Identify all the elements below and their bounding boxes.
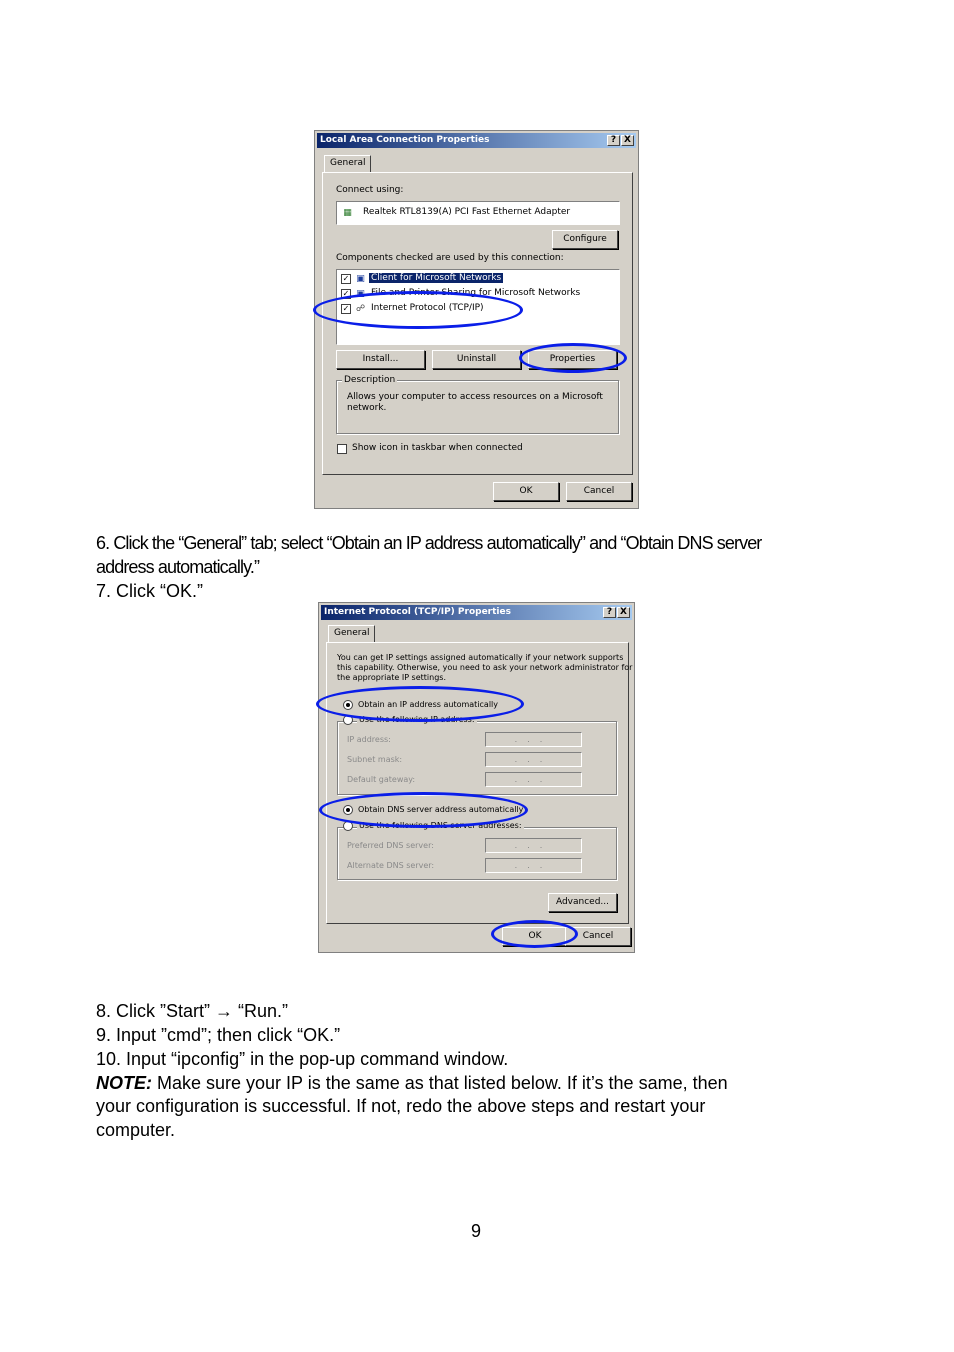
step-6-line-1: 6. Click the “General” tab; select “Obtain an IP address automatically” and “Obtain DNS server bbox=[96, 533, 762, 553]
description-label: Description bbox=[344, 375, 396, 385]
intro-text: You can get IP settings assigned automatically if your network supports bbox=[337, 653, 624, 662]
default-gateway-field[interactable]: ... bbox=[485, 772, 582, 787]
checkbox-checked-icon[interactable]: ✓ bbox=[342, 304, 350, 313]
show-icon-label: Show icon in taskbar when connected bbox=[352, 443, 523, 453]
use-following-ip-label: Use the following IP address: bbox=[359, 715, 475, 724]
uninstall-button[interactable]: Uninstall bbox=[432, 350, 521, 369]
highlight-ring-obtain-dns bbox=[319, 792, 528, 828]
obtain-ip-label: Obtain an IP address automatically bbox=[358, 700, 499, 709]
checkbox-checked-icon[interactable]: ✓ bbox=[342, 289, 350, 298]
dialog-title-bar bbox=[321, 605, 632, 620]
connect-using-label: Connect using: bbox=[336, 185, 404, 195]
component-label: Internet Protocol (TCP/IP) bbox=[371, 303, 484, 313]
file-sharing-icon: ▣ bbox=[356, 289, 365, 299]
tab-general[interactable]: General bbox=[328, 625, 375, 642]
page-number: 9 bbox=[471, 1221, 482, 1241]
help-icon[interactable]: ? bbox=[607, 135, 620, 146]
highlight-ring-obtain-ip bbox=[316, 686, 524, 722]
note-line-2: your configuration is successful. If not, redo the above steps and restart your bbox=[96, 1096, 706, 1116]
step-9: 9. Input ”cmd”; then click “OK.” bbox=[96, 1025, 341, 1045]
properties-button[interactable]: Properties bbox=[528, 350, 617, 369]
help-icon[interactable]: ? bbox=[603, 607, 616, 618]
description-text: Allows your computer to access resources on a Microsoft bbox=[347, 392, 603, 402]
intro-text: this capability. Otherwise, you need to ask your network administrator for bbox=[337, 663, 633, 672]
ok-button[interactable]: OK bbox=[502, 927, 568, 946]
list-item[interactable] bbox=[339, 272, 599, 286]
dialog-title: Internet Protocol (TCP/IP) Properties bbox=[324, 607, 511, 617]
subnet-mask-label: Subnet mask: bbox=[347, 755, 403, 764]
preferred-dns-field[interactable]: ... bbox=[485, 838, 582, 853]
ip-address-field[interactable]: ... bbox=[485, 732, 582, 747]
dialog-title: Local Area Connection Properties bbox=[320, 135, 490, 145]
advanced-button[interactable]: Advanced... bbox=[548, 893, 617, 912]
intro-text: the appropriate IP settings. bbox=[337, 673, 447, 682]
component-label: Client for Microsoft Networks bbox=[371, 273, 502, 283]
default-gateway-label: Default gateway: bbox=[347, 775, 416, 784]
configure-button[interactable]: Configure bbox=[552, 230, 618, 249]
component-label: File and Printer Sharing for Microsoft Networks bbox=[371, 288, 581, 298]
highlight-ring-ok bbox=[491, 920, 578, 948]
cancel-button[interactable]: Cancel bbox=[565, 927, 631, 946]
description-text: network. bbox=[347, 403, 387, 413]
client-icon: ▣ bbox=[356, 274, 365, 284]
highlight-ring-tcpip bbox=[313, 291, 523, 329]
step-7: 7. Click “OK.” bbox=[96, 581, 204, 601]
note-label: NOTE: bbox=[96, 1073, 152, 1093]
note-line-1 bbox=[96, 1071, 728, 1095]
install-button[interactable]: Install... bbox=[336, 350, 425, 369]
alternate-dns-field[interactable]: ... bbox=[485, 858, 582, 873]
ok-button[interactable]: OK bbox=[493, 482, 559, 501]
alternate-dns-label: Alternate DNS server: bbox=[347, 861, 435, 870]
checkbox-checked-icon[interactable]: ✓ bbox=[342, 274, 350, 283]
obtain-dns-label: Obtain DNS server address automatically bbox=[358, 805, 524, 814]
protocol-icon: ☍ bbox=[355, 304, 366, 314]
show-icon-checkbox[interactable] bbox=[337, 444, 347, 454]
note-text: Make sure your IP is the same as that listed below. If it’s the same, then bbox=[152, 1073, 728, 1093]
step-10: 10. Input “ipconfig” in the pop-up command window. bbox=[96, 1049, 509, 1069]
components-label: Components checked are used by this connection: bbox=[336, 253, 564, 263]
highlight-ring-properties bbox=[519, 343, 627, 373]
preferred-dns-label: Preferred DNS server: bbox=[347, 841, 434, 850]
step-6-line-2: address automatically.” bbox=[96, 557, 260, 577]
close-icon[interactable]: X bbox=[617, 607, 630, 618]
subnet-mask-field[interactable]: ... bbox=[485, 752, 582, 767]
network-adapter-icon: ▦ bbox=[343, 208, 352, 218]
step-8: 8. Click ”Start” → “Run.” bbox=[96, 1001, 289, 1021]
adapter-field bbox=[336, 201, 620, 225]
use-following-dns-label: Use the following DNS server addresses: bbox=[359, 821, 522, 830]
note-line-3: computer. bbox=[96, 1120, 176, 1140]
dialog-title-bar bbox=[317, 133, 636, 148]
adapter-name: Realtek RTL8139(A) PCI Fast Ethernet Adapter bbox=[363, 207, 571, 217]
tcpip-properties-dialog bbox=[318, 602, 635, 953]
ip-address-label: IP address: bbox=[347, 735, 391, 744]
cancel-button[interactable]: Cancel bbox=[566, 482, 632, 501]
tab-general[interactable]: General bbox=[324, 155, 371, 172]
close-icon[interactable]: X bbox=[621, 135, 634, 146]
